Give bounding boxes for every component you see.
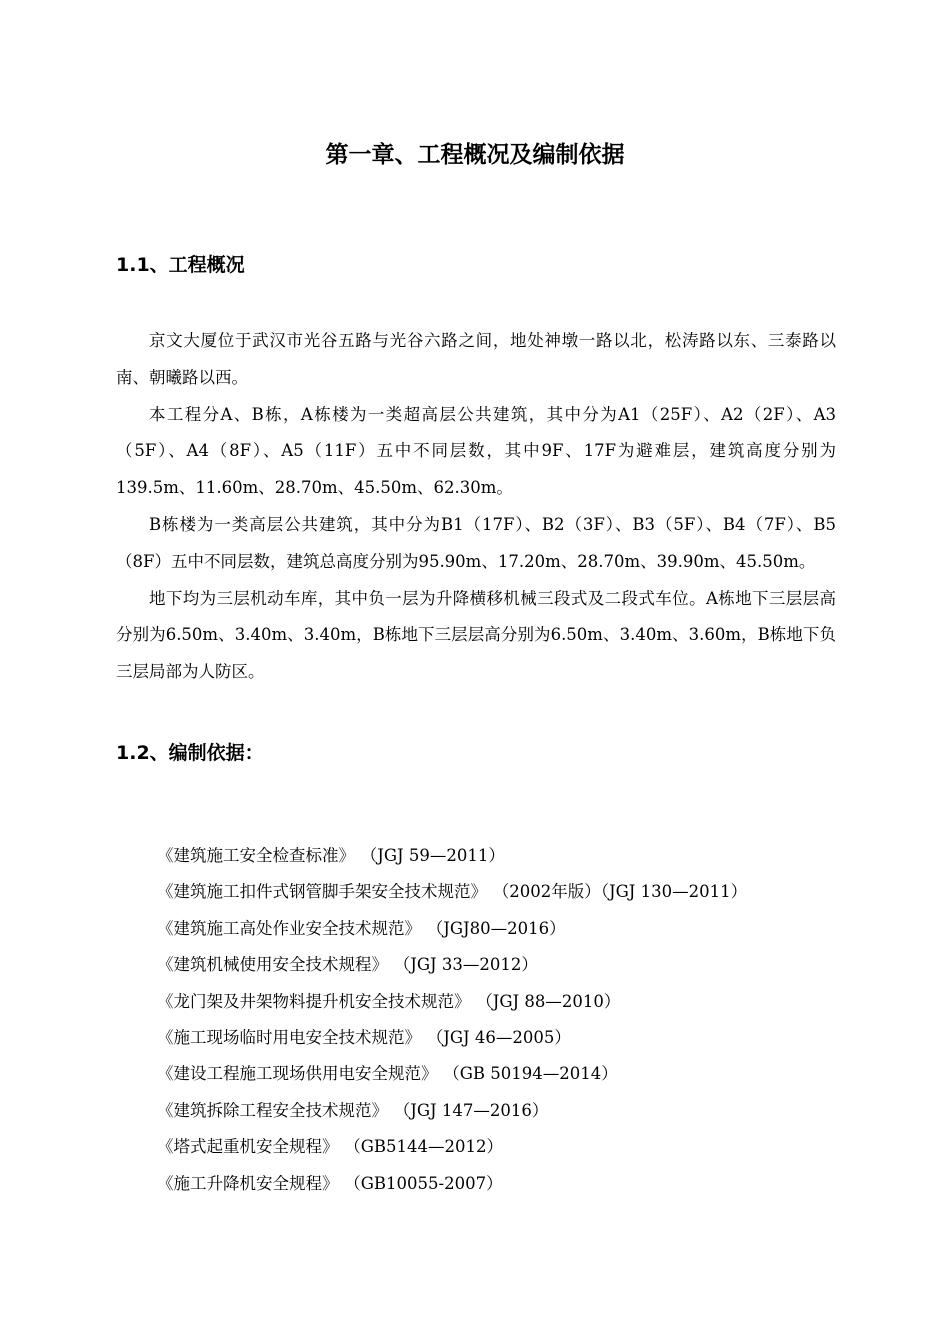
reference-code: （JGJ80—2016） [435,918,566,938]
reference-title: 《塔式起重机安全规程》 [157,1137,339,1157]
reference-title: 《建设工程施工现场供用电安全规范》 [157,1064,438,1084]
paragraph: B栋楼为一类高层公共建筑，其中分为B1（17F）、B2（3F）、B3（5F）、B4（7F）、B5（8F）五中不同层数，建筑总高度分别为95.90m、17.20m、28.70m、39.90m、45.50m。 [116,514,836,571]
reference-code: （JGJ 147—2016） [402,1100,549,1120]
reference-code: （GB5144—2012） [352,1137,504,1157]
reference-title: 《建筑拆除工程安全技术规范》 [157,1100,388,1120]
reference-title: 《建筑施工扣件式钢管脚手架安全技术规范》 [157,882,487,902]
reference-code: （GB10055-2007） [352,1173,503,1193]
reference-list [157,838,857,1202]
paragraph: 京文大厦位于武汉市光谷五路与光谷六路之间，地处神墩一路以北，松涛路以东、三泰路以南、朝曦路以西。 [116,331,836,387]
reference-code: （JGJ 59—2011） [369,846,505,865]
list-item [157,1020,857,1056]
reference-code: （GB 50194—2014） [451,1064,618,1084]
overview-body [116,323,836,691]
list-item [157,947,857,983]
list-item [157,984,857,1020]
reference-code: （2002年版）（JGJ 130—2011） [501,882,748,902]
list-item [157,1056,857,1092]
reference-code: （JGJ 46—2005） [435,1028,571,1048]
list-item [157,1166,857,1202]
list-item [157,874,857,910]
paragraph: 本工程分A、B栋，A栋楼为一类超高层公共建筑，其中分为A1（25F）、A2（2F）、A3（5F）、A4（8F）、A5（11F）五中不同层数，其中9F、17F为避难层，建筑高度分别为139.5m、11.60m、28.70m、45.50m、62.30m。 [116,404,836,498]
paragraph: 地下均为三层机动车库，其中负一层为升降横移机械三段式及二段式车位。A栋地下三层层高分别为6.50m、3.40m、3.40m，B栋地下三层层高分别为6.50m、3.40m、3.60m，B栋地下负三层局部为人防区。 [116,588,836,682]
list-item [157,838,857,874]
reference-title: 《建筑施工高处作业安全技术规范》 [157,918,421,938]
reference-code: （JGJ 33—2012） [402,955,538,975]
reference-title: 《建筑施工安全检查标准》 [157,846,355,865]
reference-code: （JGJ 88—2010） [484,991,621,1011]
reference-title: 《龙门架及井架物料提升机安全技术规范》 [157,991,471,1011]
reference-title: 《施工现场临时用电安全技术规范》 [157,1028,421,1048]
list-item [157,1129,857,1165]
chapter-title: 第一章、工程概况及编制依据 [325,142,625,168]
list-item [157,911,857,947]
reference-title: 《建筑机械使用安全技术规程》 [157,955,388,975]
section-heading-basis: 1.2、编制依据： [116,742,264,764]
reference-title: 《施工升降机安全规程》 [157,1173,339,1193]
section-heading-overview: 1.1、工程概况 [116,254,245,276]
list-item [157,1093,857,1129]
